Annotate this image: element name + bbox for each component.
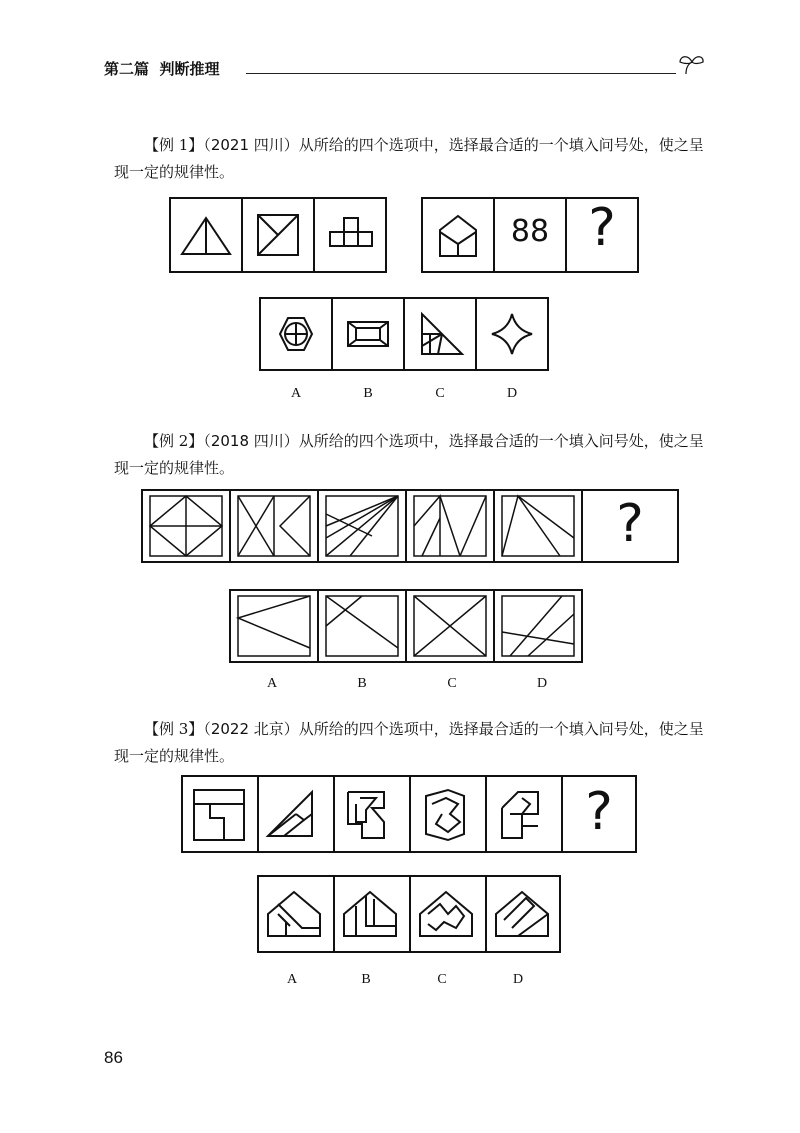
- example-1-body: 从所给的四个选项中，选择最合适的一个填入问号处，使之呈现一定的规律性。: [114, 136, 704, 181]
- example-2-option-b-label: B: [357, 676, 367, 691]
- header-chapter: 判断推理: [159, 60, 220, 78]
- example-3-option-a-label: A: [286, 972, 298, 987]
- example-2-body: 从所给的四个选项中，选择最合适的一个填入问号处，使之呈现一定的规律性。: [114, 432, 704, 477]
- example-2-option-c-label: C: [447, 676, 457, 691]
- example-3-question-mark: ?: [585, 782, 613, 842]
- example-2-option-d-label: D: [536, 676, 548, 691]
- example-3-tag: 【例 3】: [144, 720, 204, 738]
- example-3-option-b-label: B: [361, 972, 371, 987]
- example-1-source: （2021 四川）: [203, 136, 299, 154]
- example-3-options: [256, 874, 562, 954]
- header-title: [104, 58, 219, 79]
- example-1-option-d-label: D: [506, 386, 518, 401]
- page-number: 86: [104, 1048, 123, 1067]
- example-2-question-mark: ?: [616, 494, 644, 554]
- example-2-source: （2018 四川）: [203, 432, 299, 450]
- example-3-option-c-label: C: [437, 972, 447, 987]
- example-1-options: [258, 296, 550, 374]
- example-3-text: [114, 716, 704, 770]
- example-1-question-mark: ?: [588, 198, 616, 258]
- example-2-text: [114, 428, 704, 482]
- example-1-option-a-label: A: [290, 386, 302, 401]
- header-rule: [246, 73, 676, 74]
- example-2-tag: 【例 2】: [144, 432, 204, 450]
- example-2-options: [228, 588, 586, 664]
- example-1-option-c-label: C: [435, 386, 445, 401]
- example-1-tag: 【例 1】: [144, 136, 204, 154]
- header-section: 第二篇: [104, 60, 150, 78]
- example-1-digits: 88: [510, 214, 550, 249]
- example-3-body: 从所给的四个选项中，选择最合适的一个填入问号处，使之呈现一定的规律性。: [114, 720, 704, 765]
- example-2-option-a-label: A: [266, 676, 278, 691]
- example-1-text: [114, 132, 704, 186]
- sprout-icon: [676, 52, 706, 78]
- example-3-source: （2022 北京）: [203, 720, 299, 738]
- running-header: [104, 58, 704, 84]
- example-3-option-d-label: D: [512, 972, 524, 987]
- example-1-option-b-label: B: [363, 386, 373, 401]
